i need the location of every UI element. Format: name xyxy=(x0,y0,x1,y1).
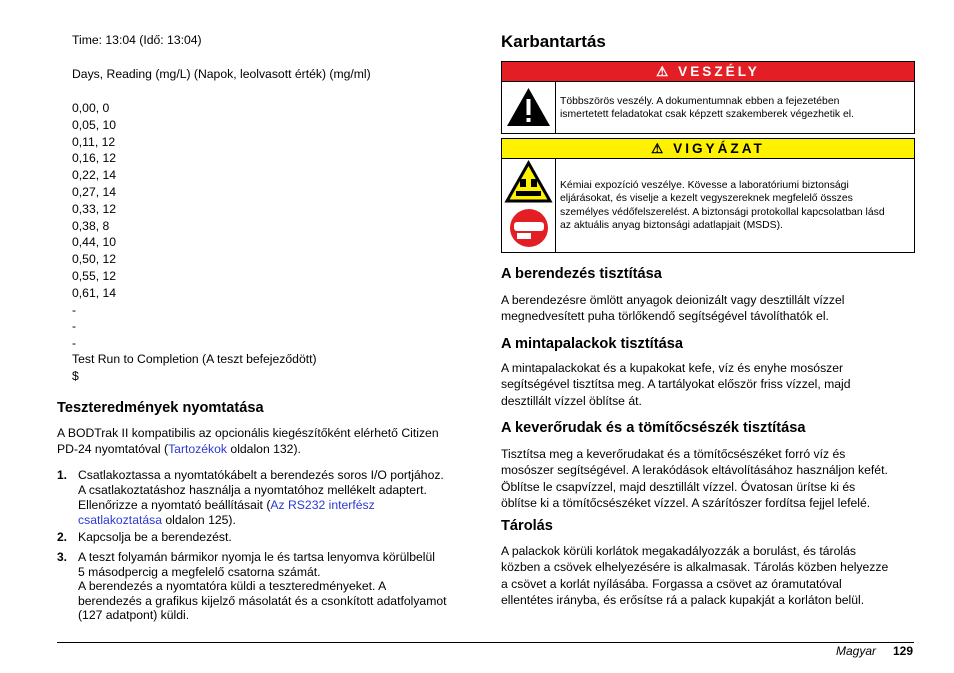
text-line: eljárásokat, és viselje a kezelt vegyszereknek megfelelő összes xyxy=(560,193,853,205)
section-heading: Tárolás xyxy=(501,518,553,534)
log-line: 0,05, 10 xyxy=(72,118,117,132)
step-number: 3. xyxy=(57,550,68,564)
text-line: személyes védőfelszerelést. A biztonsági protokollal kapcsolatban lásd xyxy=(560,206,885,218)
eye-protection-icon xyxy=(508,207,550,254)
text-fragment: oldalon 132). xyxy=(227,442,301,457)
danger-banner xyxy=(502,62,914,82)
print-intro-paragraph xyxy=(57,425,439,458)
log-line: - xyxy=(72,303,77,317)
section-paragraph xyxy=(501,446,888,511)
step-text: (127 adatpont) küldi. xyxy=(78,608,190,622)
log-line: 0,00, 0 xyxy=(72,101,110,115)
caution-notice xyxy=(501,138,915,253)
text-line: közben a csövek elhelyezésére is alkalmasak. Tárolás közben helyezze xyxy=(501,560,889,575)
log-line: - xyxy=(72,336,77,350)
text-line xyxy=(57,441,439,457)
footer-language: Magyar xyxy=(836,644,877,658)
warning-triangle-icon: ⚠ xyxy=(651,141,667,156)
section-paragraph xyxy=(501,292,844,325)
text-line: a csövet a korlát nyílásába. Forgassa a csövet az óramutatóval xyxy=(501,576,842,591)
caution-label: VIGYÁZAT xyxy=(673,141,765,156)
text-line: A mintapalackokat és a kupakokat kefe, víz és enyhe mosószer xyxy=(501,361,844,375)
log-line: 0,44, 10 xyxy=(72,235,117,249)
caution-text xyxy=(560,179,885,232)
step-text: A berendezés a nyomtatóra küldi a teszteredményeket. A xyxy=(78,579,387,593)
log-line: 0,27, 14 xyxy=(72,185,117,199)
text-line: mosószer segítségével. A lerakódások eltávolításához használjon kefét. xyxy=(501,463,888,478)
rs232-link[interactable]: Az RS232 interfész xyxy=(270,498,375,512)
step-text: Kapcsolja be a berendezést. xyxy=(78,530,232,544)
text-line: ismertetett feladatokat csak képzett szakemberek végezhetik el. xyxy=(560,109,854,121)
danger-label: VESZÉLY xyxy=(678,64,760,79)
page-number: 129 xyxy=(893,644,914,658)
footer-rule xyxy=(57,642,914,643)
text-line: desztillált vízzel öblítse át. xyxy=(501,393,642,408)
print-results-heading: Teszteredmények nyomtatása xyxy=(57,400,264,416)
section-heading: A mintapalackok tisztítása xyxy=(501,336,683,352)
log-line: 0,61, 14 xyxy=(72,286,117,300)
text-line: ellentétes irányba, és erősítse rá a palack kupakját a korláton belül. xyxy=(501,592,865,607)
text-line: az aktuális anyag biztonsági adatlapjait (MSDS). xyxy=(560,219,783,231)
step-text: A csatlakoztatáshoz használja a nyomtatóhoz mellékelt adaptert. xyxy=(78,483,427,497)
section-heading: A berendezés tisztítása xyxy=(501,266,662,282)
log-line: Test Run to Completion (A teszt befejeződött) xyxy=(72,352,317,366)
danger-text xyxy=(560,95,854,122)
log-line: 0,16, 12 xyxy=(72,151,117,165)
log-line: $ xyxy=(72,369,79,383)
step-number: 1. xyxy=(57,468,68,482)
text-fragment: PD-24 nyomtatóval ( xyxy=(57,442,169,457)
log-line: 0,38, 8 xyxy=(72,219,110,233)
step-number: 2. xyxy=(57,530,68,544)
danger-notice xyxy=(501,61,915,134)
section-paragraph xyxy=(501,360,851,409)
text-line: Többszörös veszély. A dokumentumnak ebben a fejezetében xyxy=(560,96,840,107)
log-line: 0,55, 12 xyxy=(72,269,117,283)
text-line: megnedvesített puha törlőkendő segítségével távolíthatók el. xyxy=(501,309,829,324)
text-fragment: Ellenőrizze a nyomtató beállításait ( xyxy=(78,498,271,512)
step-text xyxy=(78,512,236,528)
log-line: 0,11, 12 xyxy=(72,135,116,149)
text-line: Tisztítsa meg a keverőrudakat és a tömítőcsészéket forró víz és xyxy=(501,447,846,461)
warning-triangle-icon: ⚠ xyxy=(656,64,672,79)
section-heading: A keverőrudak és a tömítőcsészék tisztítása xyxy=(501,420,806,436)
caution-banner xyxy=(502,139,914,159)
step-text: berendezés a grafikus kijelző másolatát és a csonkított adatfolyamot xyxy=(78,594,447,608)
page-title: Karbantartás xyxy=(501,32,606,51)
text-line: A berendezésre ömlött anyagok deionizált vagy desztillált vízzel xyxy=(501,293,845,307)
accessories-link[interactable]: Tartozékok xyxy=(168,442,228,457)
text-line: A BODTrak II kompatibilis az opcionális kiegészítőként elérhető Citizen xyxy=(57,426,439,440)
log-line: 0,22, 14 xyxy=(72,168,117,182)
text-line: segítségével tisztítsa meg. A tartályokat először friss vízzel, majd xyxy=(501,377,851,392)
text-fragment: oldalon 125). xyxy=(162,513,236,527)
log-line: Time: 13:04 (Idő: 13:04) xyxy=(72,33,202,47)
text-line: Kémiai expozíció veszélye. Kövesse a laboratóriumi biztonsági xyxy=(560,180,849,191)
exclamation-triangle-icon xyxy=(502,82,555,133)
text-line: A palackok körüli korlátok megakadályozzák a borulást, és tárolás xyxy=(501,544,856,558)
log-line: Days, Reading (mg/L) (Napok, leolvasott érték) (mg/ml) xyxy=(72,67,371,81)
section-paragraph xyxy=(501,543,888,608)
log-line: 0,50, 12 xyxy=(72,252,117,266)
step-text: A teszt folyamán bármikor nyomja le és tartsa lenyomva körülbelül xyxy=(78,550,435,564)
step-text xyxy=(78,497,375,513)
step-text: Csatlakoztassa a nyomtatókábelt a berendezés soros I/O portjához. xyxy=(78,468,444,482)
rs232-link-continued[interactable]: csatlakoztatása xyxy=(78,513,163,527)
log-line: - xyxy=(72,319,77,333)
log-line: 0,33, 12 xyxy=(72,202,117,216)
text-line: Öblítse le csapvízzel, majd desztillált vízzel. Óvatosan ürítse ki és xyxy=(501,479,856,494)
step-text: 5 másodpercig a megfelelő csatorna számát. xyxy=(78,565,321,579)
danger-icon-cell xyxy=(502,82,556,133)
text-line: öblítse ki a tömítőcsészéket vízzel. A szárítószer fordítsa fejjel lefelé. xyxy=(501,495,871,510)
